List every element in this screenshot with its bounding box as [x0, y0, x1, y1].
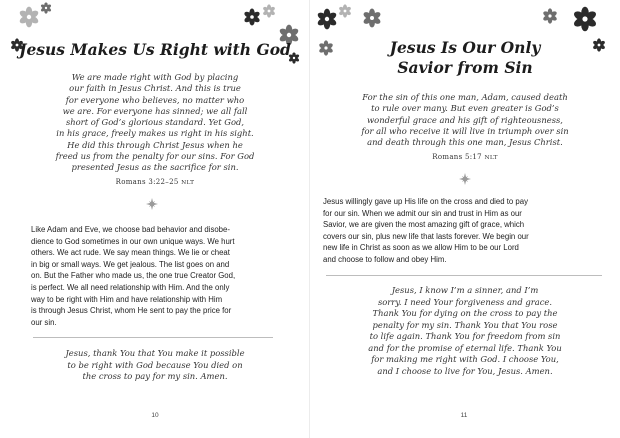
flower-icon — [542, 8, 558, 24]
divider-rule — [33, 337, 273, 338]
starburst-divider-icon — [144, 196, 160, 212]
divider-rule — [326, 275, 602, 276]
scripture-reference: Romans 3:22–25 NLT — [115, 178, 195, 186]
flower-icon — [362, 8, 382, 28]
page-title: Jesus Makes Us Right with God — [19, 40, 291, 59]
flower-icon — [316, 8, 338, 30]
starburst-divider-icon — [457, 171, 473, 187]
page-number: 11 — [460, 412, 468, 419]
flower-icon — [338, 4, 352, 18]
flower-icon — [18, 6, 40, 28]
scripture-reference: Romans 5:17 NLT — [432, 153, 498, 161]
prayer: Jesus, I know I’m a sinner, and I’m sorry. I need Your forgiveness and grace. Thank You for dying on the cross to pay the penalty for my sin. Thank You that You rose to life again. Thank You for freedom from sin and for the promise of eternal life. Thank You for making me right with God. I choose You, and I choose to live for You, Jesus. Amen. — [368, 285, 562, 376]
flower-icon — [243, 8, 261, 26]
body-paragraph: Jesus willingly gave up His life on the cross and died to pay for our sin. When we admit our sin and trust in Him as our Savior, we are given the most amazing gift of grace, which covers our sin, plus new life that lasts forever. We begin our new life in Christ as soon as we allow Him to be our Lord and choose to follow and obey Him. — [323, 197, 529, 264]
flower-icon — [40, 2, 52, 14]
prayer: Jesus, thank You that You make it possible to be right with God because You died on the cross to pay for my sin. Amen. — [65, 348, 245, 381]
flower-icon — [262, 4, 276, 18]
scripture-verse: For the sin of this one man, Adam, caused death to rule over many. But even greater is God’s wonderful grace and his gift of righteousness, for all who receive it will live in triumph over sin and death through this one man, Jesus Christ. — [361, 92, 569, 148]
body-paragraph: Like Adam and Eve, we choose bad behavior and disobe- dience to God sometimes in our own unique ways. We hurt others. We act rude. We say mean things. We lie or cheat in big or small ways. We get jealous. The list goes on and on. But the Father who made us, the one true Creator God, is perfect. We all need relationship with Him. And the only way to be right with Him and have relationship with Him is through Jesus Christ, whom He sent to pay the price for our sin. — [31, 225, 236, 327]
scripture-verse: We are made right with God by placing our faith in Jesus Christ. And this is true for everyone who believes, no matter who we are. For everyone has sinned; we all fall short of God’s glorious standard. Yet God, in his grace, freely makes us right in his sight. He did this through Christ Jesus when he freed us from the penalty for our sins. For God presented Jesus as the sacrifice for sin. — [55, 72, 255, 173]
right-page — [310, 0, 620, 438]
page-number: 10 — [151, 412, 159, 419]
flower-icon — [572, 6, 598, 32]
page-title: Jesus Is Our Only Savior from Sin — [389, 38, 541, 77]
